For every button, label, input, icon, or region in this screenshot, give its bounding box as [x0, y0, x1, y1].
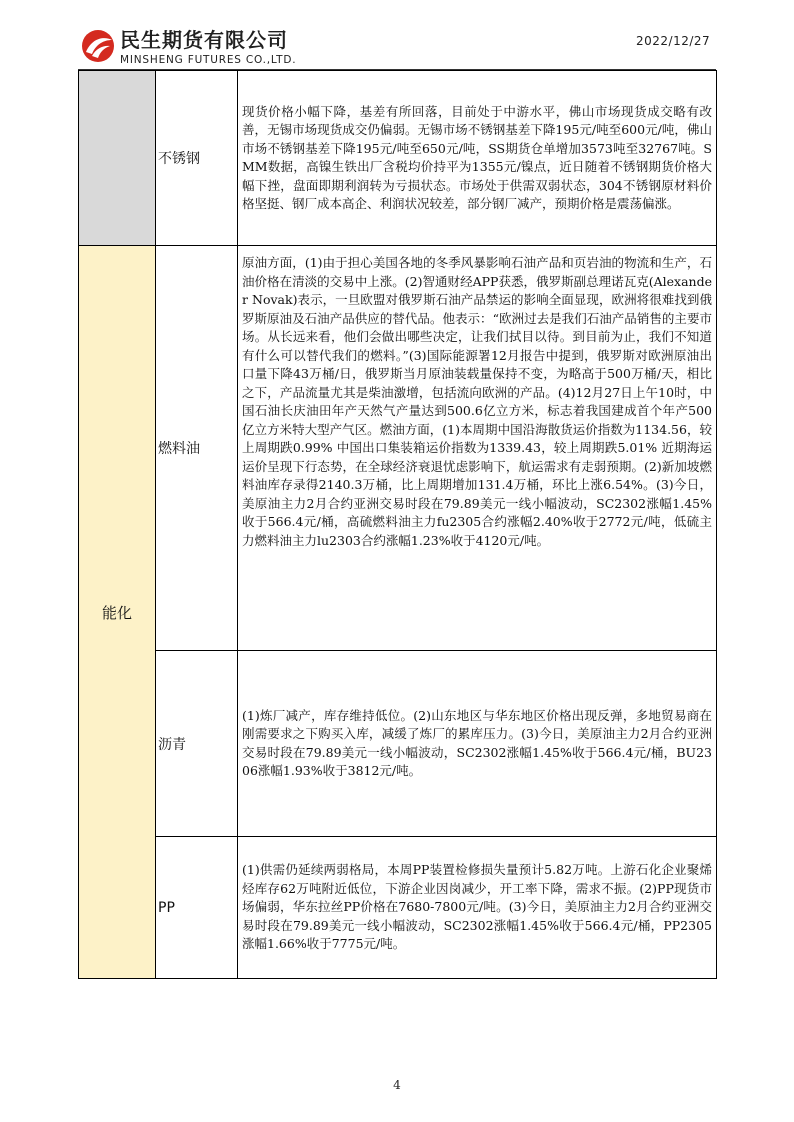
category-cell — [79, 71, 156, 246]
commodity-name: 燃料油 — [156, 246, 238, 651]
commodity-analysis: 原油方面，(1)由于担心美国各地的冬季风暴影响石油产品和页岩油的物流和生产，石油价格在清淡的交易中上涨。(2)智通财经APP获悉，俄罗斯副总理诺瓦克(Alexander Novak)表示，一旦欧盟对俄罗斯石油产品禁运的影响全面显现，欧洲将很难找到俄罗斯原油及石油产品供应的替代品。他表示：“欧洲过去是我们石油产品销售的主要市场。从长远来看，他们会做出哪些决定，让我们拭目以待。到目前为止，我们不知道有什么可以替代我们的燃料。”(3)国际能源署12月报告中提到，俄罗斯对欧洲原油出口量下降43万桶/日，俄罗斯当月原油装载量保持不变，为略高于500万桶/天，相比之下，产品流量尤其是柴油激增，包括流向欧洲的产品。(4)12月27日上午10时，中国石油长庆油田年产天然气产量达到500.6亿立方米，标志着我国建成首个年产500亿立方米特大型产气区。燃油方面，(1)本周期中国沿海散货运价指数为1134.56，较上周期跌0.99% 中国出口集装箱运价指数为1339.43，较上周期跌5.01% 近期海运运价呈现下行态势，在全球经济衰退忧虑影响下，航运需求有走弱预期。(2)新加坡燃料油库存录得2140.3万桶，比上周期增加131.4万桶，环比上涨6.54%。(3)今日，美原油主力2月合约亚洲交易时段在79.89美元一线小幅波动，SC2302涨幅1.45%收于566.4元/桶，高硫燃料油主力fu2305合约涨幅2.40%收于2772元/吨，低硫主力燃料油主力lu2303合约涨幅1.23%收于4120元/吨。 — [238, 246, 717, 651]
commodity-analysis: (1)供需仍延续两弱格局，本周PP装置检修损失量预计5.82万吨。上游石化企业聚烯烃库存62万吨附近低位，下游企业因岗减少，开工率下降，需求不振。(2)PP现货市场偏弱，华东拉丝PP价格在7680-7800元/吨。(3)今日，美原油主力2月合约亚洲交易时段在79.89美元一线小幅波动，SC2302涨幅1.45%收于566.4元/桶，PP2305涨幅1.66%收于7775元/吨。 — [238, 837, 717, 979]
commodity-name: 沥青 — [156, 651, 238, 837]
commodity-table — [78, 70, 717, 979]
table-row — [79, 651, 717, 837]
commodity-name: 不锈钢 — [156, 71, 238, 246]
table-row — [79, 71, 717, 246]
report-date: 2022/12/27 — [636, 34, 711, 48]
minsheng-logo-icon — [80, 28, 116, 64]
table-row — [79, 837, 717, 979]
commodity-analysis: 现货价格小幅下降，基差有所回落，目前处于中游水平，佛山市场现货成交略有改善，无锡市场现货成交仍偏弱。无锡市场不锈钢基差下降195元/吨至600元/吨，佛山市场不锈钢基差下降195元/吨至650元/吨，SS期货仓单增加3573吨至32767吨。SMM数据，高镍生铁出厂含税均价持平为1355元/镍点，近日随着不锈钢期货价格大幅下挫，盘面即期利润转为亏损状态。市场处于供需双弱状态，304不锈钢原材料价格坚挺、钢厂成本高企、利润状况较差，部分钢厂减产，预期价格是震荡偏涨。 — [238, 71, 717, 246]
table-row — [79, 246, 717, 651]
company-name-en: MINSHENG FUTURES CO.,LTD. — [120, 54, 297, 66]
commodity-name: PP — [156, 837, 238, 979]
commodity-analysis: (1)炼厂减产，库存维持低位。(2)山东地区与华东地区价格出现反弹，多地贸易商在刚需要求之下购买入库，减缓了炼厂的累库压力。(3)今日，美原油主力2月合约亚洲交易时段在79.89美元一线小幅波动，SC2302涨幅1.45%收于566.4元/桶，BU2306涨幅1.93%收于3812元/吨。 — [238, 651, 717, 837]
category-cell: 能化 — [79, 246, 156, 979]
company-name-cn: 民生期货有限公司 — [120, 28, 288, 52]
page-header — [0, 0, 794, 70]
page-number: 4 — [393, 1078, 401, 1092]
